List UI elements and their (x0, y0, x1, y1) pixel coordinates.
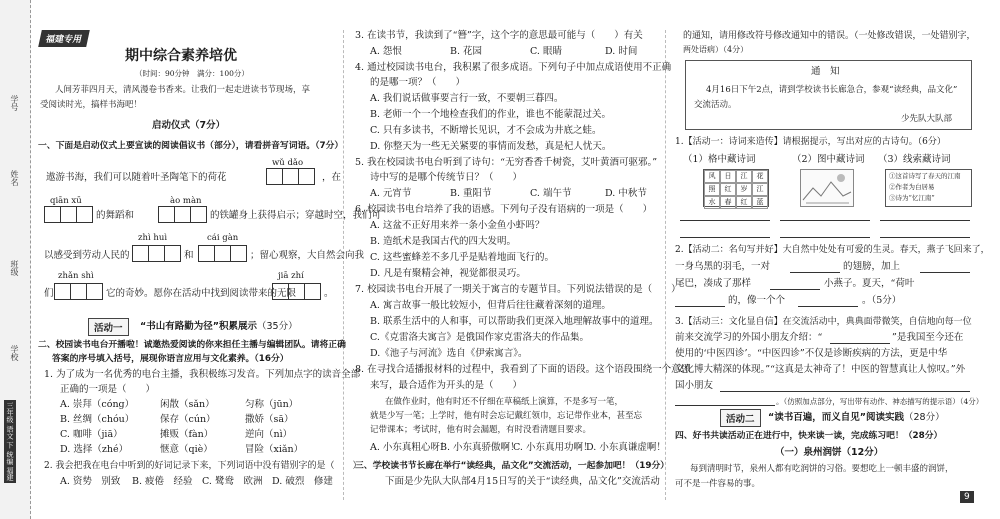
activity-number: 活动二 (726, 414, 755, 425)
passage-text: 。（5分） (862, 295, 902, 306)
option[interactable]: B. 小东真骄傲啊！ (440, 442, 520, 453)
option[interactable]: D. 小东真谦虚啊！ (586, 442, 666, 453)
page-number: 9 (960, 491, 974, 503)
question-text: 1. 为了成为一名优秀的电台主播，我积极练习发音。下列加点字的读音全部 (44, 369, 361, 380)
pinyin-hint: qiān xū (50, 196, 82, 206)
option: 匀称（jūn） (245, 399, 299, 410)
option[interactable]: B. 花园 (450, 46, 483, 57)
clue-line: ①这首诗写了春天的江南 (889, 172, 961, 180)
grid-character: 水 (704, 196, 720, 209)
question-prompt: 三、学校读书节长廊在举行“读经典，品文化”交流活动，一起参加吧！（19分） (355, 461, 670, 471)
passage-text: 就是少写一笔；上学时，他有时会忘记戴红领巾，忘记带作业本，甚至忘 (370, 411, 643, 421)
passage-text: 国小朋友 (675, 380, 714, 391)
option[interactable]: A. 怨恨 (370, 46, 402, 57)
passage-text: 前来交流学习的外国小朋友介绍：“ (675, 332, 823, 343)
section-title-text: 启动仪式 (152, 120, 191, 131)
passage-text: 尾巴，凑成了那样 (675, 278, 752, 289)
activity-label (88, 318, 129, 336)
passage-text: 小燕子。夏天，“荷叶 (824, 278, 915, 289)
answer-line[interactable] (880, 220, 970, 221)
binding-label-name: 姓名 (10, 170, 19, 186)
notice-box (685, 60, 972, 130)
binding-strip (0, 0, 31, 519)
notice-body: 4月16日下午2点，请到学校读书长廊急合，参观“读经典，品文化” (706, 85, 958, 95)
activity-prompt: 1.【活动一：诗词来造传】请根据提示，写出对应的古诗句。（6分） (675, 137, 946, 147)
grid-character: 江 (736, 170, 752, 183)
activity-label (720, 409, 761, 427)
option: 撒娇（sā） (245, 414, 294, 425)
option[interactable]: B. 丝绸（chóu） (60, 414, 135, 425)
passage-text: 的铁罐身上获得启示；穿越时空，我们可 (210, 210, 382, 221)
subsection-title: （一）泉州润饼（12分） (775, 447, 884, 458)
option[interactable]: D. 凡是有聚精会神，视觉都很灵巧。 (370, 268, 526, 279)
grid-character: 照 (704, 183, 720, 196)
binding-label-school: 学校 (10, 345, 19, 361)
column-divider (665, 30, 667, 500)
option[interactable]: D. 选择（zhé） (60, 444, 129, 455)
answer-line[interactable] (770, 289, 820, 290)
activity-number: 活动一 (94, 323, 123, 334)
option[interactable]: A. 寓言故事一般比较短小，但背后往往藏着深刻的道理。 (370, 300, 611, 311)
passage-text: 使用的‘中医四诊’。“中医四诊”不仅是诊断疾病的方法，更是中华 (675, 348, 948, 359)
passage-text: 可不是一件容易的事。 (675, 479, 761, 489)
option: 摊贩（fàn） (160, 429, 214, 440)
notice-body: 交流活动。 (694, 100, 737, 110)
passage-text: 的，像一个个 (728, 295, 786, 306)
passage-text: 它的奇妙。愿你在活动中找到阅读带来的无限 (106, 288, 297, 299)
answer-line[interactable] (675, 405, 775, 406)
intro-line: 人间芳菲四月天，清风漫卷书香来。让我们一起走进读书节现场，享 (55, 85, 311, 95)
question-text: 下面是少先队大队部4月15日写的关于“读经典，品文化”交流活动 (385, 476, 660, 487)
passage-text: 遨游书海，我们可以随着叶圣陶笔下的荷花 (46, 172, 227, 183)
option: 保存（cún） (160, 414, 216, 425)
pinyin-hint: zhǎn shì (58, 271, 94, 281)
option[interactable]: A. 元宵节 (370, 188, 412, 199)
passage-text: 的舞蹈和 (96, 210, 135, 221)
passage-text: 和 (184, 250, 194, 261)
grid-character: 红 (720, 183, 736, 196)
grid-character: 岁 (736, 183, 752, 196)
option: 冒险（xiǎn） (245, 444, 304, 455)
option[interactable]: A. 资势 别致 (60, 476, 121, 487)
passage-text: 每到清明时节，泉州人都有吃润饼的习俗。要想吃上一顿丰盛的润饼， (690, 464, 954, 474)
option[interactable]: B. 疲倦 经验 (132, 476, 193, 487)
question-text: 5. 我在校园读书电台听到了诗句：“无穷香香千树瓷，艾叶黄酒可驱邪。” (355, 157, 658, 168)
passage-text: ”是我国至今还在 (892, 332, 964, 343)
option[interactable]: C. 眼睛 (530, 46, 562, 57)
landscape-illustration-icon (801, 170, 853, 206)
option[interactable]: A. 小东真粗心呀！ (370, 442, 450, 453)
answer-line[interactable] (720, 391, 970, 392)
grid-character: 日 (720, 170, 736, 183)
passage-text: 在做作业时，他有时还不仔细在草稿纸上演算，不是多写一笔， (385, 397, 624, 407)
pinyin-hint: zhì huì (138, 233, 168, 243)
question-text: 3. 在读书节，我读到了“簪”字，这个字的意思最可能与（ ）有关 (355, 30, 643, 41)
exam-meta: （时间：90分钟 满分：100分） (135, 69, 249, 78)
option[interactable]: C. 只有多读书，不断增长见识，才不会成为井底之蛙。 (370, 125, 602, 136)
activity-prompt: 3.【活动三：文化显自信】在交流活动中，典典面带微笑，自信地向每一位 (675, 317, 972, 327)
passage-text: ；留心观察，大自然会向我 (250, 250, 365, 261)
question-text: 4. 通过校园读书电台，我积累了很多成语。下列句子中加点成语使用不正确 (355, 62, 672, 73)
answer-line[interactable] (830, 343, 890, 344)
binding-label-student-id: 学号 (10, 95, 19, 111)
answer-line[interactable] (680, 220, 770, 221)
option[interactable]: D.《池子与河流》选自《伊索寓言》。 (370, 348, 528, 359)
question-text: 7. 校园读书电台开展了一期关于寓言的专题节目。下列说法错误的是（ ） (355, 284, 681, 295)
option[interactable]: A. 崇拜（cóng） (60, 399, 135, 410)
option[interactable]: B. 老师一个一个地检查我们的作业，谁也不能蒙混过关。 (370, 109, 612, 120)
answer-grid[interactable] (158, 206, 206, 223)
character-grid (703, 169, 769, 207)
sub-item-label: （3）线索藏诗词 (878, 154, 951, 165)
question-prompt: 答案的序号填入括号，展现你语言应用与文化素养。（16分） (52, 354, 289, 364)
column-divider (343, 30, 345, 500)
poem-illustration (800, 169, 854, 207)
question-text: 来写，最合适作为开头的是（ ） (370, 380, 523, 391)
activity-title (140, 321, 298, 333)
answer-line[interactable] (920, 272, 970, 273)
grid-character: 江 (752, 183, 768, 196)
page-title: 期中综合素养培优 (125, 48, 237, 64)
question-hint: 。（仿照加点部分，写出带有动作、神态描写的提示语）（4分） (776, 397, 984, 406)
region-badge: 福建专用 (38, 30, 90, 47)
answer-line[interactable] (790, 272, 840, 273)
passage-text: 一身乌黑的羽毛，一对 (675, 261, 771, 272)
question-text: 两处语病）（4分） (683, 45, 749, 54)
grid-character: 花 (752, 170, 768, 183)
activity-score: （28分） (904, 412, 945, 423)
question-prompt: 一、下面是启动仪式上要宣读的阅读倡议书（部分），请看拼音写词语。（7分） (38, 141, 344, 151)
pinyin-hint: cái gàn (207, 233, 239, 243)
option[interactable]: D. 你整天为一些无关紧要的事情而发愁，真是杞人忧天。 (370, 141, 612, 152)
option[interactable]: C. 咖啡（jiā） (60, 429, 123, 440)
passage-text: 以感受到劳动人民的 (44, 250, 130, 261)
question-prompt: 四、好书共读活动正在进行中，快来读一读，完成练习吧！（28分） (675, 431, 943, 441)
question-text: 8. 在寻找合适播报材料的过程中，我看到了下面的语段。这个语段围绕一个意思 (355, 364, 691, 375)
passage-text: 的翅膀，加上 (843, 261, 901, 272)
activity-score: （35分） (257, 321, 298, 332)
activity-title-text: “读书百遍，而义自见”阅读实践 (768, 412, 904, 423)
option[interactable]: B. 造纸术是我国古代的四大发明。 (370, 236, 517, 247)
section-score: （7分） (190, 120, 226, 131)
question-text: 诗中写的是哪个传统节日？（ ） (370, 172, 523, 183)
passage-text: 文化博大精深的体现。”“这真是太神奇了！中医的智慧真让人惊叹。”外 (675, 364, 966, 375)
option[interactable]: C. 小东真用功啊！ (513, 442, 593, 453)
grid-character: 春 (720, 196, 736, 209)
option: 逆向（nì） (245, 429, 293, 440)
option[interactable]: C.《克雷洛夫寓言》是俄国作家克雷洛夫的作品集。 (370, 332, 589, 343)
option[interactable]: D. 破烈 修建 (272, 476, 333, 487)
answer-line[interactable] (680, 237, 770, 238)
answer-line[interactable] (780, 220, 870, 221)
section-title (152, 120, 225, 132)
activity-title (768, 412, 945, 424)
option[interactable]: C. 这些蜜蜂差不多几乎是贴着地面飞行的。 (370, 252, 554, 263)
question-prompt: 二、校园读书电台开播啦！诚邀热爱阅读的你来担任主播与编辑团队。请将正确 (38, 340, 346, 350)
answer-line[interactable] (780, 237, 870, 238)
answer-line[interactable] (798, 306, 858, 307)
grid-character: 风 (704, 170, 720, 183)
intro-line: 受阅读时光，搞样书海吧！ (40, 100, 143, 110)
notice-signature: 少先队大队部 (901, 114, 953, 124)
question-text: 2. 我会把我在电台中听到的好词记录下来，下列词语中没有错别字的是（ ） (44, 461, 362, 471)
option[interactable]: C. 端午节 (530, 188, 572, 199)
option[interactable]: D. 时间 (605, 46, 638, 57)
answer-line[interactable] (675, 306, 725, 307)
pinyin-hint: jiā zhí (278, 271, 304, 281)
passage-text: 们 (44, 288, 54, 299)
binding-edition: 三年级 语文 下 统编 福建 (6, 402, 14, 481)
passage-text: 。 (324, 288, 334, 299)
question-text: 正确的一项是（ ） (60, 384, 156, 395)
answer-line[interactable] (880, 237, 970, 238)
passage-text: 记带课本；考试时，他有时会漏题，有时没看清题目要求。 (370, 425, 592, 435)
answer-grid[interactable] (54, 283, 102, 300)
binding-label-class: 班级 (10, 260, 19, 276)
question-text: 的通知，请用修改符号修改通知中的错误。（一处修改错误，一处错别字， (683, 31, 976, 41)
notice-title: 通 知 (811, 66, 840, 77)
option[interactable]: D. 中秋节 (605, 188, 647, 199)
sub-item-label: （1）格中藏诗词 (683, 154, 756, 165)
question-text: 6. 校园读书电台培养了我的语感。下列句子没有语病的一项是（ ） (355, 204, 653, 215)
clue-line: ③诗为“忆江南” (889, 194, 935, 202)
grid-character: 蓝 (752, 196, 768, 209)
option[interactable]: A. 我们说话做事要言行一致，不要朝三暮四。 (370, 93, 564, 104)
clue-box (885, 169, 972, 207)
option[interactable]: A. 这盆不正好用来养一条小金鱼小虾吗？ (370, 220, 545, 231)
answer-grid[interactable] (198, 245, 246, 262)
option[interactable]: B. 联系生活中的人和事，可以帮助我们更深入地理解故事中的道理。 (370, 316, 659, 327)
answer-grid[interactable] (266, 168, 314, 185)
answer-grid[interactable] (44, 206, 92, 223)
question-text: 的是哪一项？（ ） (370, 77, 466, 88)
option[interactable]: C. 鹭鸯 欧洲 (202, 476, 263, 487)
option: 惬意（qiè） (160, 444, 213, 455)
option[interactable]: B. 重阳节 (450, 188, 492, 199)
clue-line: ②作者为白居易 (889, 183, 935, 191)
answer-grid[interactable] (132, 245, 180, 262)
activity-prompt: 2.【活动二：名句写并好】大自然中处处有可爱的生灵。春天，燕子飞回来了， (675, 245, 990, 255)
activity-title-text: “书山有路勤为径”积累展示 (140, 321, 257, 332)
pinyin-hint: wǔ dǎo (272, 158, 304, 168)
passage-text: ，在 (322, 172, 342, 183)
option: 闲散（sǎn） (160, 399, 215, 410)
sub-item-label: （2）图中藏诗词 (792, 154, 865, 165)
answer-grid[interactable] (272, 283, 320, 300)
grid-character: 红 (736, 196, 752, 209)
pinyin-hint: ào màn (170, 196, 202, 206)
